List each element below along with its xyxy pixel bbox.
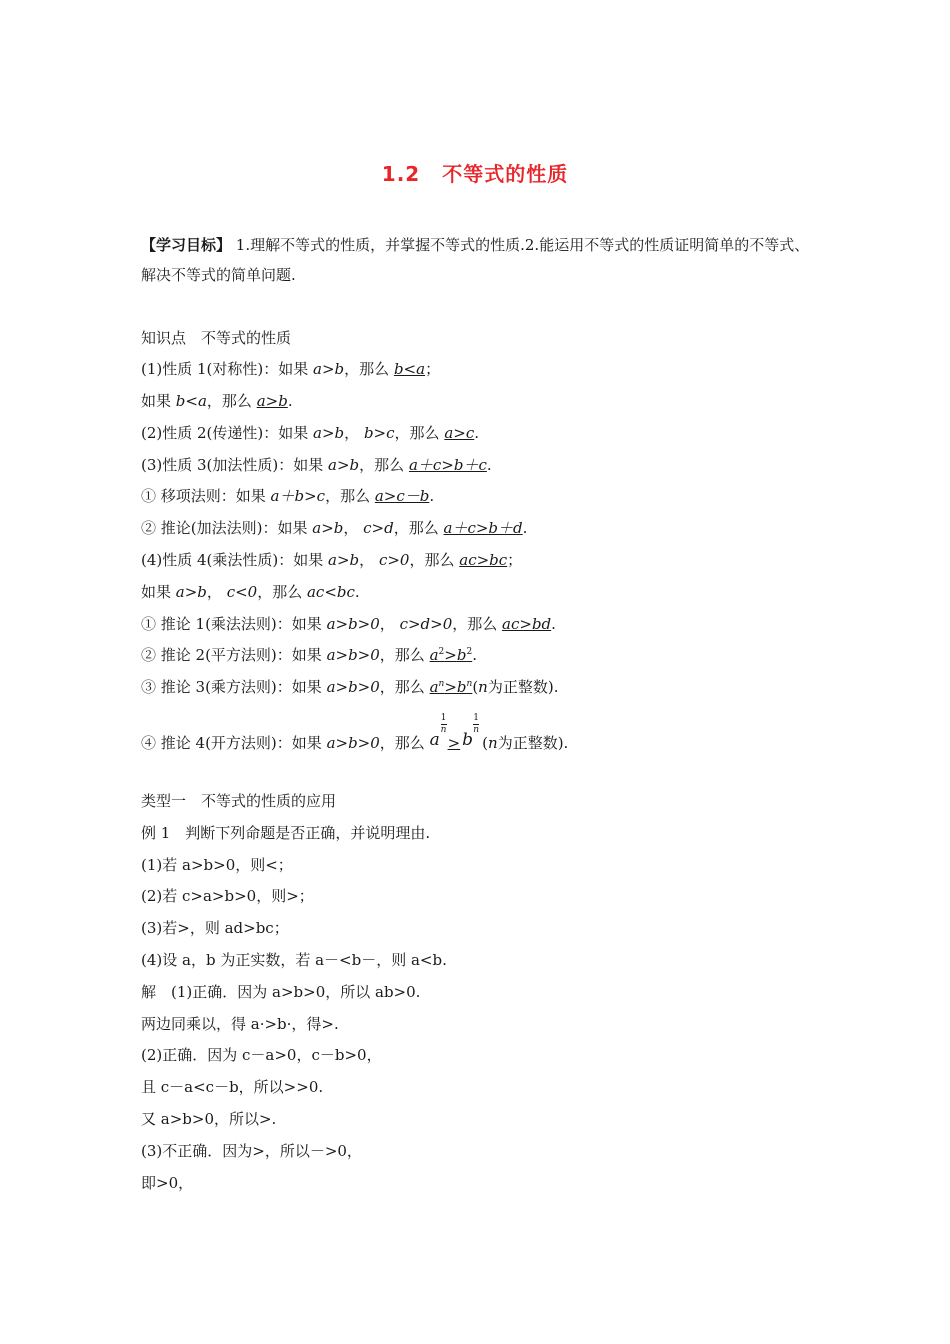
solution-line-7: 即>0， <box>141 1174 194 1192</box>
answer-blank: $a^2>b^2$ <box>429 646 473 664</box>
answer-blank: b<a <box>393 360 426 378</box>
question-1: (1)若 a>b>0，则<； <box>141 856 293 874</box>
root-expression-b: b 1 n <box>462 713 480 750</box>
learning-objectives <box>141 230 816 290</box>
page-title <box>0 158 950 187</box>
root-expression-a: a 1 n <box>429 713 447 750</box>
property-4-rule-1: ① 推论 1(乘法法则)：如果 a>b>0， c>d>0，那么 ac>bd. <box>141 615 556 633</box>
question-4: (4)设 a，b 为正实数，若 a－<b－，则 a<b. <box>141 951 447 969</box>
answer-blank: a＋c>b＋c <box>408 456 487 474</box>
solution-line-5: 又 a>b>0，所以>. <box>141 1110 277 1128</box>
type-1-heading: 类型一 不等式的性质的应用 <box>141 792 337 810</box>
section-number: 1.2 <box>381 162 421 186</box>
answer-blank: ac>bd <box>502 615 552 633</box>
solution-line-4: 且 c－a<c－b，所以>>0. <box>141 1078 324 1096</box>
property-3-rule-2: ② 推论(加法法则)：如果 a>b， c>d，那么 a＋c>b＋d. <box>141 519 528 537</box>
property-4-rule-3: ③ 推论 3(乘方法则)：如果 a>b>0，那么 $a^n>b^n(n$为正整数). <box>141 678 559 696</box>
objectives-label: 【学习目标】 <box>141 236 232 254</box>
property-3: (3)性质 3(加法性质)：如果 a>b，那么 a＋c>b＋c. <box>141 456 492 474</box>
knowledge-heading: 知识点 不等式的性质 <box>141 329 292 347</box>
question-3: (3)若>，则 ad>bc； <box>141 919 289 937</box>
property-4a: (4)性质 4(乘法性质)：如果 a>b， c>0，那么 ac>bc； <box>141 551 523 569</box>
property-1b: 如果 b<a，那么 a>b. <box>141 392 293 410</box>
answer-blank: a>c <box>444 424 475 442</box>
solution-line-2: 两边同乘以，得 a·>b·，得>. <box>141 1015 339 1033</box>
property-4-rule-2: ② 推论 2(平方法则)：如果 a>b>0，那么 $a^2>b^2$. <box>141 646 477 664</box>
solution-line-6: (3)不正确．因为>，所以－>0， <box>141 1142 362 1160</box>
property-1a: (1)性质 1(对称性)：如果 a>b，那么 b<a； <box>141 360 441 378</box>
example-1: 例 1 判断下列命题是否正确，并说明理由. <box>141 824 431 842</box>
objectives-text: 1.理解不等式的性质，并掌握不等式的性质.2.能运用不等式的性质证明简单的不等式、解决不等式的简单问题. <box>141 236 810 284</box>
property-4-rule-4: ④ 推论 4(开方法则)：如果 a>b>0，那么 a 1 n > b 1 n (n为正整数). <box>141 713 569 752</box>
answer-blank: a>c－b <box>374 487 430 505</box>
answer-blank: a>b <box>256 392 288 410</box>
property-4b: 如果 a>b， c<0，那么 ac<bc. <box>141 583 360 601</box>
answer-blank: $a^n>b^n$ <box>429 678 473 696</box>
question-2: (2)若 c>a>b>0，则>； <box>141 887 314 905</box>
solution-line-1: 解 (1)正确．因为 a>b>0，所以 ab>0. <box>141 983 421 1001</box>
property-3-rule-1: ① 移项法则：如果 a＋b>c，那么 a>c－b. <box>141 487 435 505</box>
section-title: 不等式的性质 <box>442 162 569 186</box>
answer-blank: ac>bc <box>459 551 508 569</box>
property-2: (2)性质 2(传递性)：如果 a>b， b>c，那么 a>c. <box>141 424 480 442</box>
solution-line-3: (2)正确．因为 c－a>0，c－b>0， <box>141 1046 382 1064</box>
answer-blank: a＋c>b＋d <box>443 519 523 537</box>
